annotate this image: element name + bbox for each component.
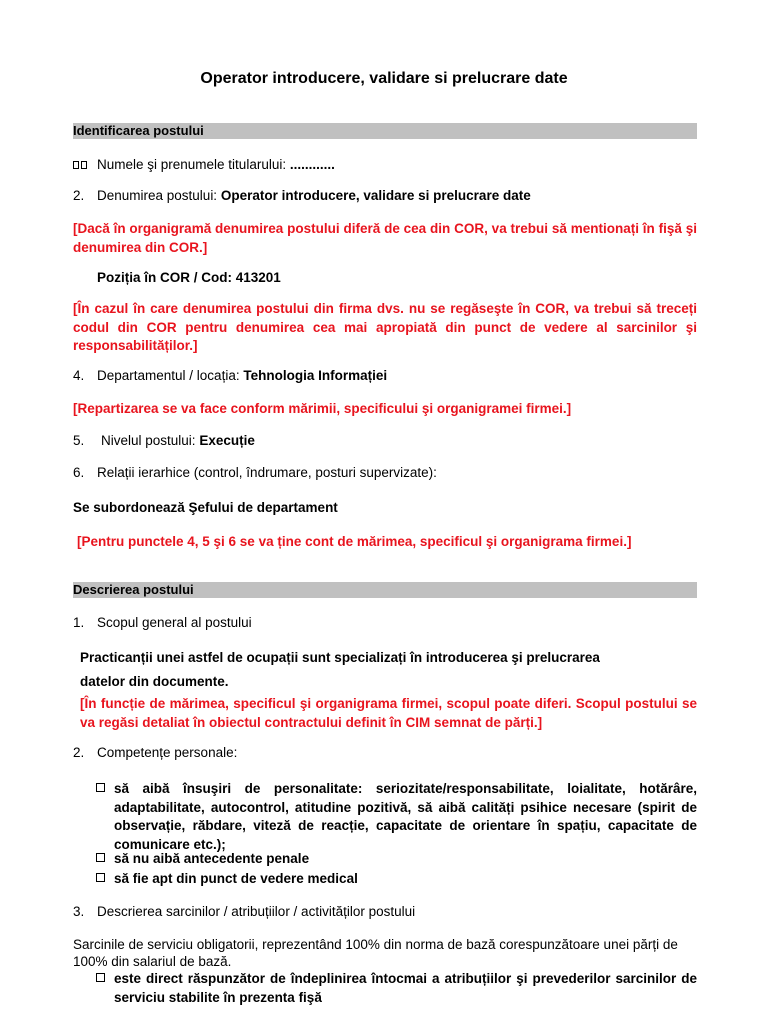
note-cor-code: [În cazul în care denumirea postului din firma dvs. nu se regăseşte în COR, va trebui să treceți codul din COR pentru denumirea cea mai apropiată din punct de vedere al sarcinilor şi responsabilităților.]: [73, 301, 697, 353]
item-competences: [73, 744, 697, 762]
item-holder-name: [73, 156, 697, 174]
holder-name-value: ............: [289, 157, 335, 172]
department-label: Departamentul / locația:: [97, 368, 240, 383]
item-number: 2.: [73, 745, 85, 760]
purpose-line: Practicanții unei astfel de ocupații sunt specializați în introducerea şi prelucrarea: [80, 650, 600, 665]
department-value: Tehnologia Informației: [243, 368, 388, 383]
item-relations: [73, 464, 697, 482]
note-purpose: [În funcție de mărimea, specificul şi organigrama firmei, scopul poate diferi. Scopul postului se va regăsi detaliat în obiectul contractului definit în CIM semnat de părți.]: [80, 696, 697, 730]
section-heading-identification: Identificarea postului: [73, 123, 697, 139]
item-post-level: [73, 432, 697, 450]
item-post-name: [73, 187, 697, 205]
note-cor-name: [Dacă în organigramă denumirea postului diferă de cea din COR, va trebui să mentionați în fişă şi denumirea din COR.]: [73, 221, 697, 255]
competences-label: Competențe personale:: [97, 745, 238, 760]
post-name-label: Denumirea postului:: [97, 188, 218, 203]
purpose-line: datelor din documente.: [80, 674, 229, 689]
item-number: 5.: [73, 433, 85, 448]
checkbox-bullet-icon: [96, 873, 105, 882]
holder-name-label: Numele şi prenumele titularului:: [97, 157, 287, 172]
purpose-text: [80, 646, 697, 694]
relations-label: Relații ierarhice (control, îndrumare, posturi supervizate):: [97, 465, 437, 480]
checklist-text: este direct răspunzător de îndeplinirea întocmai a atribuțiilor şi prevederilor sarcinilor de serviciu stabilite în prezenta fişă: [114, 971, 697, 1005]
checklist-text: să nu aibă antecedente penale: [114, 851, 310, 866]
post-level-label: Nivelul postului:: [101, 433, 196, 448]
tasks-intro: Sarcinile de serviciu obligatorii, reprezentând 100% din norma de bază corespunzătoare unei părți de 100% din salariul de bază.: [73, 937, 678, 969]
note-points: [Pentru punctele 4, 5 şi 6 se va ține cont de mărimea, specificul şi organigrama firmei.]: [77, 534, 632, 549]
item-number: 2.: [73, 188, 85, 203]
item-tasks: [73, 903, 697, 921]
item-number: 4.: [73, 368, 85, 383]
checklist-item: [96, 970, 697, 1007]
item-general-purpose: [73, 614, 697, 632]
tasks-label: Descrierea sarcinilor / atribuțiilor / activităților postului: [97, 904, 416, 919]
checklist-item: [96, 870, 697, 889]
page-title: Operator introducere, validare si prelucrare date: [200, 70, 568, 87]
cor-position: Poziția în COR / Cod: 413201: [97, 270, 281, 285]
item-number: 6.: [73, 465, 85, 480]
checkbox-bullet-icon: [96, 783, 105, 792]
subordination: Se subordonează Şefului de departament: [73, 500, 338, 515]
section-heading-description: Descrierea postului: [73, 582, 697, 598]
item-department: [73, 367, 697, 385]
general-purpose-label: Scopul general al postului: [97, 615, 252, 630]
checklist-item: [96, 850, 697, 869]
item-number: 3.: [73, 904, 85, 919]
checkbox-bullet-icon: [96, 973, 105, 982]
post-name-value: Operator introducere, validare si prelucrare date: [220, 188, 531, 203]
item-number: 1.: [73, 615, 85, 630]
post-level-value: Execuție: [199, 433, 255, 448]
checkbox-bullet-icon: [96, 853, 105, 862]
checklist-text: să aibă însuşiri de personalitate: seriozitate/responsabilitate, loialitate, hotărâre, adaptabilitate, autocontrol, atitudine pozitivă, să aibă calități psihice necesare (spirit de observație, răbdare, viteză de reacție, capacitate de orientare în spațiu, capacitate de comunicare etc.);: [114, 781, 697, 852]
double-square-bullet-icon: [73, 156, 97, 174]
checklist-item: [96, 780, 697, 854]
note-distribution: [Repartizarea se va face conform mărimii, specificului şi organigramei firmei.]: [73, 401, 572, 416]
checklist-text: să fie apt din punct de vedere medical: [114, 871, 358, 886]
